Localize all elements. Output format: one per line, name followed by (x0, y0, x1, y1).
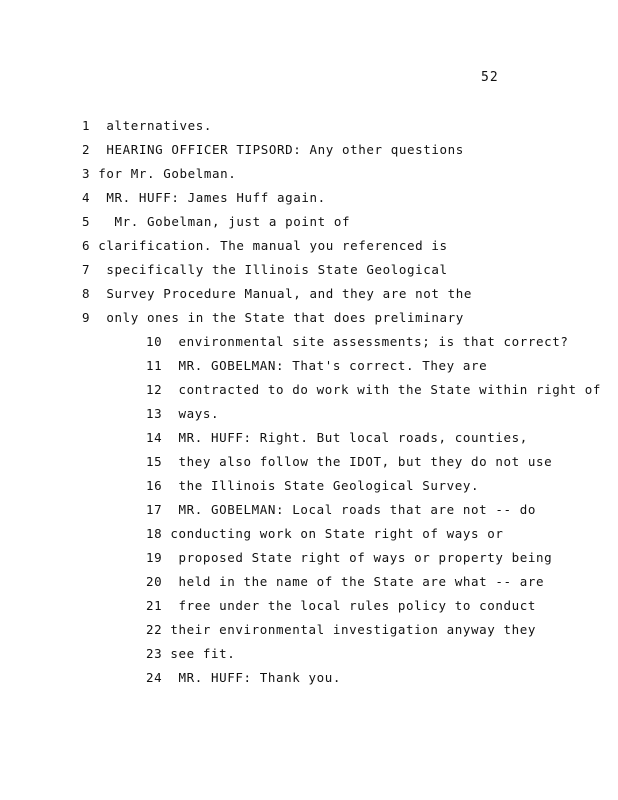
transcript-line-13: 13 ways. (146, 406, 220, 421)
transcript-line-2: 2 HEARING OFFICER TIPSORD: Any other questions (82, 142, 464, 157)
transcript-line-23: 23 see fit. (146, 646, 236, 661)
transcript-line-21: 21 free under the local rules policy to conduct (146, 598, 537, 613)
transcript-line-24: 24 MR. HUFF: Thank you. (146, 670, 342, 685)
transcript-line-1: 1 alternatives. (82, 118, 213, 133)
transcript-line-22: 22 their environmental investigation anyway they (146, 622, 537, 637)
transcript-line-9: 9 only ones in the State that does preliminary (82, 310, 464, 325)
transcript-line-8: 8 Survey Procedure Manual, and they are not the (82, 286, 473, 301)
transcript-line-3: 3 for Mr. Gobelman. (82, 166, 237, 181)
transcript-line-4: 4 MR. HUFF: James Huff again. (82, 190, 326, 205)
transcript-line-12: 12 contracted to do work with the State within right of (146, 382, 602, 397)
transcript-line-16: 16 the Illinois State Geological Survey. (146, 478, 480, 493)
transcript-line-11: 11 MR. GOBELMAN: That's correct. They are (146, 358, 488, 373)
transcript-line-18: 18 conducting work on State right of ways or (146, 526, 504, 541)
page-number: 52 (481, 70, 499, 85)
transcript-line-7: 7 specifically the Illinois State Geological (82, 262, 448, 277)
transcript-line-19: 19 proposed State right of ways or property being (146, 550, 553, 565)
transcript-line-10: 10 environmental site assessments; is that correct? (146, 334, 569, 349)
transcript-line-20: 20 held in the name of the State are what -- are (146, 574, 545, 589)
transcript-line-17: 17 MR. GOBELMAN: Local roads that are not -- do (146, 502, 537, 517)
transcript-line-6: 6 clarification. The manual you referenced is (82, 238, 448, 253)
transcript-line-5: 5 Mr. Gobelman, just a point of (82, 214, 351, 229)
transcript-line-14: 14 MR. HUFF: Right. But local roads, counties, (146, 430, 528, 445)
transcript-line-15: 15 they also follow the IDOT, but they do not use (146, 454, 553, 469)
